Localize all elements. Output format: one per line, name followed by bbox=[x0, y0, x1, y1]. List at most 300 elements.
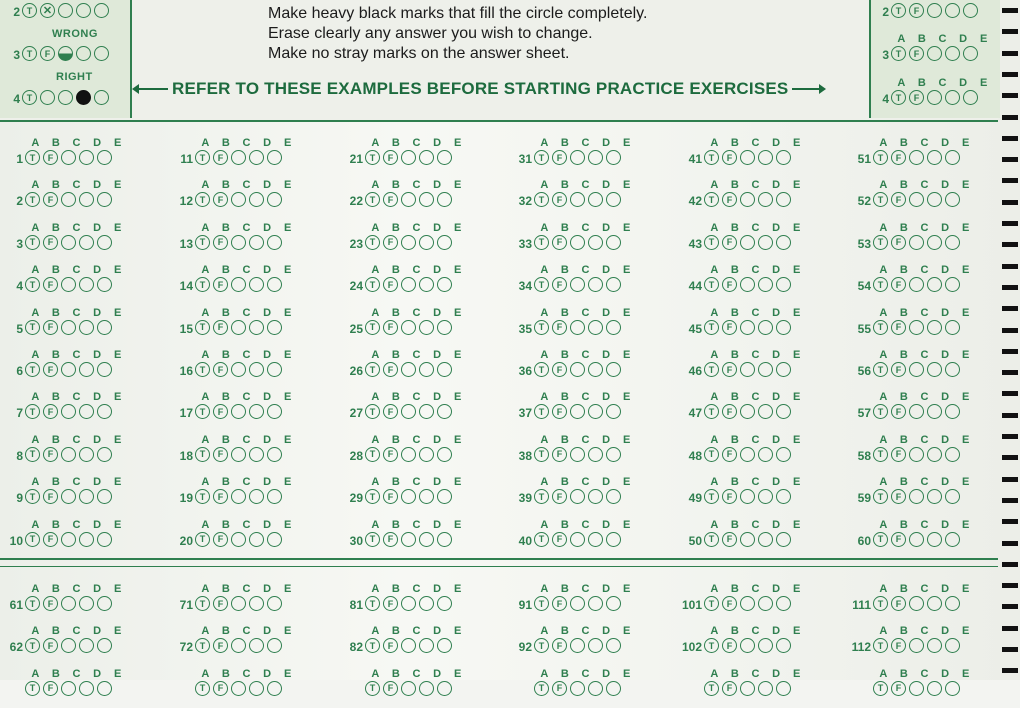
answer-bubble-d[interactable] bbox=[249, 532, 264, 547]
answer-bubble-e[interactable] bbox=[437, 638, 452, 653]
answer-bubble-c[interactable] bbox=[231, 681, 246, 696]
answer-bubble-b[interactable]: F bbox=[891, 192, 906, 207]
answer-bubble-c[interactable] bbox=[740, 489, 755, 504]
answer-bubble-d[interactable] bbox=[588, 150, 603, 165]
answer-bubble-c[interactable] bbox=[61, 596, 76, 611]
answer-bubble-d[interactable] bbox=[419, 362, 434, 377]
answer-bubble-c[interactable] bbox=[909, 404, 924, 419]
answer-bubble-c[interactable] bbox=[570, 532, 585, 547]
answer-bubble-a[interactable]: T bbox=[25, 681, 40, 696]
answer-bubble-b[interactable]: F bbox=[722, 489, 737, 504]
answer-bubble-c[interactable] bbox=[231, 596, 246, 611]
answer-bubble-e[interactable] bbox=[97, 596, 112, 611]
answer-bubble-e[interactable] bbox=[945, 532, 960, 547]
answer-bubble-e[interactable] bbox=[945, 277, 960, 292]
answer-bubble-b[interactable] bbox=[40, 3, 55, 18]
answer-bubble-a[interactable]: T bbox=[534, 362, 549, 377]
answer-bubble-c[interactable] bbox=[61, 404, 76, 419]
answer-bubble-d[interactable] bbox=[79, 150, 94, 165]
answer-bubble-d[interactable] bbox=[927, 681, 942, 696]
answer-bubble-b[interactable]: F bbox=[722, 596, 737, 611]
answer-bubble-a[interactable]: T bbox=[25, 277, 40, 292]
answer-bubble-a[interactable]: T bbox=[365, 192, 380, 207]
answer-bubble-d[interactable] bbox=[249, 320, 264, 335]
answer-bubble-a[interactable]: T bbox=[365, 596, 380, 611]
answer-bubble-e[interactable] bbox=[94, 90, 109, 105]
answer-bubble-b[interactable]: F bbox=[552, 447, 567, 462]
answer-bubble-b[interactable]: F bbox=[43, 235, 58, 250]
answer-bubble-c[interactable] bbox=[61, 362, 76, 377]
answer-bubble-c[interactable] bbox=[401, 532, 416, 547]
answer-bubble-a[interactable]: T bbox=[873, 235, 888, 250]
answer-bubble-c[interactable] bbox=[61, 489, 76, 504]
answer-bubble-e[interactable] bbox=[97, 681, 112, 696]
answer-bubble-b[interactable]: F bbox=[891, 532, 906, 547]
answer-bubble-b[interactable]: F bbox=[383, 150, 398, 165]
answer-bubble-a[interactable]: T bbox=[873, 362, 888, 377]
answer-bubble-d[interactable] bbox=[588, 362, 603, 377]
answer-bubble-c[interactable] bbox=[909, 235, 924, 250]
answer-bubble-d[interactable] bbox=[927, 320, 942, 335]
answer-bubble-d[interactable] bbox=[249, 362, 264, 377]
answer-bubble-a[interactable]: T bbox=[704, 320, 719, 335]
answer-bubble-d[interactable] bbox=[758, 362, 773, 377]
answer-bubble-e[interactable] bbox=[776, 150, 791, 165]
answer-bubble-c[interactable] bbox=[927, 90, 942, 105]
answer-bubble-e[interactable] bbox=[437, 404, 452, 419]
answer-bubble-c[interactable] bbox=[740, 235, 755, 250]
answer-bubble-a[interactable]: T bbox=[195, 320, 210, 335]
answer-bubble-d[interactable] bbox=[249, 596, 264, 611]
answer-bubble-a[interactable]: T bbox=[195, 532, 210, 547]
answer-bubble-b[interactable]: F bbox=[213, 150, 228, 165]
answer-bubble-d[interactable] bbox=[945, 90, 960, 105]
answer-bubble-e[interactable] bbox=[97, 404, 112, 419]
answer-bubble-a[interactable]: T bbox=[873, 320, 888, 335]
answer-bubble-b[interactable]: F bbox=[43, 277, 58, 292]
answer-bubble-e[interactable] bbox=[267, 404, 282, 419]
answer-bubble-e[interactable] bbox=[97, 235, 112, 250]
answer-bubble-d[interactable] bbox=[76, 90, 91, 105]
answer-bubble-b[interactable]: F bbox=[891, 320, 906, 335]
answer-bubble-b[interactable]: F bbox=[552, 681, 567, 696]
answer-bubble-a[interactable]: T bbox=[891, 46, 906, 61]
answer-bubble-c[interactable] bbox=[231, 277, 246, 292]
answer-bubble-d[interactable] bbox=[588, 192, 603, 207]
answer-bubble-c[interactable] bbox=[61, 320, 76, 335]
answer-bubble-d[interactable] bbox=[945, 3, 960, 18]
answer-bubble-a[interactable]: T bbox=[365, 532, 380, 547]
answer-bubble-b[interactable]: F bbox=[213, 532, 228, 547]
answer-bubble-d[interactable] bbox=[419, 192, 434, 207]
answer-bubble-d[interactable] bbox=[758, 277, 773, 292]
answer-bubble-e[interactable] bbox=[776, 362, 791, 377]
answer-bubble-d[interactable] bbox=[927, 277, 942, 292]
answer-bubble-b[interactable]: F bbox=[891, 362, 906, 377]
answer-bubble-d[interactable] bbox=[249, 489, 264, 504]
answer-bubble-b[interactable]: F bbox=[383, 638, 398, 653]
answer-bubble-d[interactable] bbox=[588, 447, 603, 462]
answer-bubble-a[interactable]: T bbox=[195, 404, 210, 419]
answer-bubble-e[interactable] bbox=[606, 235, 621, 250]
answer-bubble-d[interactable] bbox=[76, 3, 91, 18]
answer-bubble-d[interactable] bbox=[927, 150, 942, 165]
answer-bubble-b[interactable]: F bbox=[552, 320, 567, 335]
answer-bubble-b[interactable]: F bbox=[383, 532, 398, 547]
answer-bubble-c[interactable] bbox=[740, 192, 755, 207]
answer-bubble-b[interactable]: F bbox=[552, 235, 567, 250]
answer-bubble-d[interactable] bbox=[79, 532, 94, 547]
answer-bubble-e[interactable] bbox=[267, 277, 282, 292]
answer-bubble-d[interactable] bbox=[419, 277, 434, 292]
answer-bubble-b[interactable]: F bbox=[213, 277, 228, 292]
answer-bubble-e[interactable] bbox=[945, 235, 960, 250]
answer-bubble-e[interactable] bbox=[776, 192, 791, 207]
answer-bubble-e[interactable] bbox=[945, 362, 960, 377]
answer-bubble-d[interactable] bbox=[927, 192, 942, 207]
answer-bubble-d[interactable] bbox=[758, 681, 773, 696]
answer-bubble-b[interactable]: F bbox=[891, 638, 906, 653]
answer-bubble-c[interactable] bbox=[231, 362, 246, 377]
answer-bubble-e[interactable] bbox=[606, 362, 621, 377]
answer-bubble-d[interactable] bbox=[419, 638, 434, 653]
answer-bubble-a[interactable]: T bbox=[25, 192, 40, 207]
answer-bubble-e[interactable] bbox=[963, 3, 978, 18]
answer-bubble-a[interactable]: T bbox=[891, 90, 906, 105]
answer-bubble-d[interactable] bbox=[758, 596, 773, 611]
answer-bubble-a[interactable]: T bbox=[873, 596, 888, 611]
answer-bubble-b[interactable]: F bbox=[909, 3, 924, 18]
answer-bubble-e[interactable] bbox=[963, 90, 978, 105]
answer-bubble-e[interactable] bbox=[97, 277, 112, 292]
answer-bubble-a[interactable]: T bbox=[704, 681, 719, 696]
answer-bubble-a[interactable]: T bbox=[704, 532, 719, 547]
answer-bubble-b[interactable]: F bbox=[552, 489, 567, 504]
answer-bubble-b[interactable]: F bbox=[552, 532, 567, 547]
answer-bubble-a[interactable]: T bbox=[704, 362, 719, 377]
answer-bubble-b[interactable]: F bbox=[722, 235, 737, 250]
answer-bubble-c[interactable] bbox=[58, 3, 73, 18]
answer-bubble-b[interactable]: F bbox=[43, 362, 58, 377]
answer-bubble-c[interactable] bbox=[927, 3, 942, 18]
answer-bubble-c[interactable] bbox=[231, 150, 246, 165]
answer-bubble-b[interactable]: F bbox=[909, 46, 924, 61]
answer-bubble-a[interactable]: T bbox=[534, 404, 549, 419]
answer-bubble-e[interactable] bbox=[606, 532, 621, 547]
answer-bubble-e[interactable] bbox=[945, 404, 960, 419]
answer-bubble-d[interactable] bbox=[588, 320, 603, 335]
answer-bubble-a[interactable]: T bbox=[873, 277, 888, 292]
answer-bubble-e[interactable] bbox=[606, 320, 621, 335]
answer-bubble-c[interactable] bbox=[401, 596, 416, 611]
answer-bubble-e[interactable] bbox=[94, 46, 109, 61]
answer-bubble-a[interactable]: T bbox=[195, 489, 210, 504]
answer-bubble-a[interactable]: T bbox=[704, 404, 719, 419]
answer-bubble-d[interactable] bbox=[79, 362, 94, 377]
answer-bubble-b[interactable]: F bbox=[213, 362, 228, 377]
answer-bubble-d[interactable] bbox=[79, 447, 94, 462]
answer-bubble-b[interactable]: F bbox=[213, 404, 228, 419]
answer-bubble-e[interactable] bbox=[267, 532, 282, 547]
answer-bubble-a[interactable]: T bbox=[22, 3, 37, 18]
answer-bubble-d[interactable] bbox=[249, 277, 264, 292]
answer-bubble-c[interactable] bbox=[570, 447, 585, 462]
answer-bubble-a[interactable]: T bbox=[534, 532, 549, 547]
answer-bubble-e[interactable] bbox=[267, 150, 282, 165]
answer-bubble-e[interactable] bbox=[606, 681, 621, 696]
answer-bubble-a[interactable]: T bbox=[22, 90, 37, 105]
answer-bubble-e[interactable] bbox=[776, 320, 791, 335]
answer-bubble-a[interactable]: T bbox=[873, 681, 888, 696]
answer-bubble-e[interactable] bbox=[97, 150, 112, 165]
answer-bubble-e[interactable] bbox=[606, 192, 621, 207]
answer-bubble-e[interactable] bbox=[97, 447, 112, 462]
answer-bubble-e[interactable] bbox=[437, 681, 452, 696]
answer-bubble-b[interactable]: F bbox=[383, 596, 398, 611]
answer-bubble-d[interactable] bbox=[927, 596, 942, 611]
answer-bubble-b[interactable]: F bbox=[722, 150, 737, 165]
answer-bubble-e[interactable] bbox=[267, 596, 282, 611]
answer-bubble-e[interactable] bbox=[776, 404, 791, 419]
answer-bubble-d[interactable] bbox=[927, 235, 942, 250]
answer-bubble-d[interactable] bbox=[249, 447, 264, 462]
answer-bubble-a[interactable]: T bbox=[704, 235, 719, 250]
answer-bubble-b[interactable]: F bbox=[891, 596, 906, 611]
answer-bubble-e[interactable] bbox=[437, 362, 452, 377]
answer-bubble-c[interactable] bbox=[61, 277, 76, 292]
answer-bubble-e[interactable] bbox=[267, 681, 282, 696]
answer-bubble-c[interactable] bbox=[740, 532, 755, 547]
answer-bubble-d[interactable] bbox=[419, 447, 434, 462]
answer-bubble-e[interactable] bbox=[437, 277, 452, 292]
answer-bubble-d[interactable] bbox=[79, 596, 94, 611]
answer-bubble-d[interactable] bbox=[249, 192, 264, 207]
answer-bubble-c[interactable] bbox=[231, 320, 246, 335]
answer-bubble-e[interactable] bbox=[776, 532, 791, 547]
answer-bubble-e[interactable] bbox=[437, 596, 452, 611]
answer-bubble-a[interactable]: T bbox=[25, 638, 40, 653]
answer-bubble-c[interactable] bbox=[61, 532, 76, 547]
answer-bubble-a[interactable]: T bbox=[704, 277, 719, 292]
answer-bubble-c[interactable] bbox=[61, 681, 76, 696]
answer-bubble-b[interactable]: F bbox=[722, 192, 737, 207]
answer-bubble-b[interactable]: F bbox=[213, 638, 228, 653]
answer-bubble-e[interactable] bbox=[94, 3, 109, 18]
answer-bubble-c[interactable] bbox=[740, 404, 755, 419]
answer-bubble-b[interactable]: F bbox=[43, 489, 58, 504]
answer-bubble-b[interactable]: F bbox=[891, 277, 906, 292]
answer-bubble-e[interactable] bbox=[945, 447, 960, 462]
answer-bubble-c[interactable] bbox=[740, 150, 755, 165]
answer-bubble-c[interactable] bbox=[740, 638, 755, 653]
answer-bubble-b[interactable]: F bbox=[213, 320, 228, 335]
answer-bubble-b[interactable]: F bbox=[213, 192, 228, 207]
answer-bubble-c[interactable] bbox=[909, 532, 924, 547]
answer-bubble-a[interactable]: T bbox=[534, 489, 549, 504]
answer-bubble-b[interactable]: F bbox=[383, 192, 398, 207]
answer-bubble-a[interactable]: T bbox=[195, 277, 210, 292]
answer-bubble-c[interactable] bbox=[401, 150, 416, 165]
answer-bubble-d[interactable] bbox=[927, 404, 942, 419]
answer-bubble-b[interactable]: F bbox=[722, 362, 737, 377]
answer-bubble-e[interactable] bbox=[97, 320, 112, 335]
answer-bubble-d[interactable] bbox=[758, 235, 773, 250]
answer-bubble-b[interactable]: F bbox=[383, 489, 398, 504]
answer-bubble-b[interactable]: F bbox=[383, 404, 398, 419]
answer-bubble-b[interactable]: F bbox=[213, 235, 228, 250]
answer-bubble-b[interactable]: F bbox=[722, 532, 737, 547]
answer-bubble-b[interactable]: F bbox=[722, 320, 737, 335]
answer-bubble-b[interactable]: F bbox=[552, 638, 567, 653]
answer-bubble-a[interactable]: T bbox=[534, 277, 549, 292]
answer-bubble-e[interactable] bbox=[606, 277, 621, 292]
answer-bubble-c[interactable] bbox=[401, 235, 416, 250]
answer-bubble-c[interactable] bbox=[909, 596, 924, 611]
answer-bubble-d[interactable] bbox=[419, 532, 434, 547]
answer-bubble-c[interactable] bbox=[58, 46, 73, 61]
answer-bubble-b[interactable]: F bbox=[213, 447, 228, 462]
answer-bubble-c[interactable] bbox=[401, 489, 416, 504]
answer-bubble-b[interactable]: F bbox=[213, 489, 228, 504]
answer-bubble-e[interactable] bbox=[776, 638, 791, 653]
answer-bubble-c[interactable] bbox=[909, 362, 924, 377]
answer-bubble-d[interactable] bbox=[79, 235, 94, 250]
answer-bubble-c[interactable] bbox=[401, 447, 416, 462]
answer-bubble-c[interactable] bbox=[231, 532, 246, 547]
answer-bubble-e[interactable] bbox=[606, 596, 621, 611]
answer-bubble-c[interactable] bbox=[570, 489, 585, 504]
answer-bubble-d[interactable] bbox=[419, 596, 434, 611]
answer-bubble-d[interactable] bbox=[79, 681, 94, 696]
answer-bubble-e[interactable] bbox=[267, 638, 282, 653]
answer-bubble-c[interactable] bbox=[61, 447, 76, 462]
answer-bubble-b[interactable]: F bbox=[891, 681, 906, 696]
answer-bubble-a[interactable]: T bbox=[534, 596, 549, 611]
answer-bubble-c[interactable] bbox=[61, 638, 76, 653]
answer-bubble-b[interactable]: F bbox=[40, 46, 55, 61]
answer-bubble-c[interactable] bbox=[58, 90, 73, 105]
answer-bubble-e[interactable] bbox=[606, 447, 621, 462]
answer-bubble-e[interactable] bbox=[945, 596, 960, 611]
answer-bubble-d[interactable] bbox=[588, 489, 603, 504]
answer-bubble-d[interactable] bbox=[758, 404, 773, 419]
answer-bubble-e[interactable] bbox=[97, 532, 112, 547]
answer-bubble-c[interactable] bbox=[570, 320, 585, 335]
answer-bubble-d[interactable] bbox=[419, 489, 434, 504]
answer-bubble-b[interactable]: F bbox=[43, 320, 58, 335]
answer-bubble-d[interactable] bbox=[249, 404, 264, 419]
answer-bubble-c[interactable] bbox=[909, 320, 924, 335]
answer-bubble-c[interactable] bbox=[927, 46, 942, 61]
answer-bubble-b[interactable]: F bbox=[722, 447, 737, 462]
answer-bubble-b[interactable]: F bbox=[383, 235, 398, 250]
answer-bubble-a[interactable]: T bbox=[704, 447, 719, 462]
answer-bubble-d[interactable] bbox=[249, 150, 264, 165]
answer-bubble-d[interactable] bbox=[419, 320, 434, 335]
answer-bubble-e[interactable] bbox=[963, 46, 978, 61]
answer-bubble-b[interactable]: F bbox=[891, 447, 906, 462]
answer-bubble-c[interactable] bbox=[740, 596, 755, 611]
answer-bubble-d[interactable] bbox=[758, 192, 773, 207]
answer-bubble-c[interactable] bbox=[740, 277, 755, 292]
answer-bubble-a[interactable]: T bbox=[25, 150, 40, 165]
answer-bubble-c[interactable] bbox=[401, 277, 416, 292]
answer-bubble-a[interactable]: T bbox=[873, 150, 888, 165]
answer-bubble-b[interactable]: F bbox=[43, 192, 58, 207]
answer-bubble-c[interactable] bbox=[909, 150, 924, 165]
answer-bubble-a[interactable]: T bbox=[195, 150, 210, 165]
answer-bubble-c[interactable] bbox=[570, 681, 585, 696]
answer-bubble-a[interactable]: T bbox=[195, 192, 210, 207]
answer-bubble-c[interactable] bbox=[909, 447, 924, 462]
answer-bubble-c[interactable] bbox=[909, 277, 924, 292]
answer-bubble-a[interactable]: T bbox=[365, 150, 380, 165]
answer-bubble-c[interactable] bbox=[231, 447, 246, 462]
answer-bubble-d[interactable] bbox=[758, 489, 773, 504]
answer-bubble-b[interactable]: F bbox=[722, 638, 737, 653]
answer-bubble-a[interactable]: T bbox=[25, 362, 40, 377]
answer-bubble-b[interactable]: F bbox=[43, 404, 58, 419]
answer-bubble-c[interactable] bbox=[909, 192, 924, 207]
answer-bubble-b[interactable]: F bbox=[43, 150, 58, 165]
answer-bubble-d[interactable] bbox=[79, 404, 94, 419]
answer-bubble-b[interactable]: F bbox=[891, 489, 906, 504]
answer-bubble-a[interactable]: T bbox=[534, 235, 549, 250]
answer-bubble-c[interactable] bbox=[570, 235, 585, 250]
answer-bubble-e[interactable] bbox=[945, 681, 960, 696]
answer-bubble-a[interactable]: T bbox=[195, 638, 210, 653]
answer-bubble-a[interactable]: T bbox=[534, 638, 549, 653]
answer-bubble-a[interactable]: T bbox=[873, 532, 888, 547]
answer-bubble-c[interactable] bbox=[61, 235, 76, 250]
answer-bubble-d[interactable] bbox=[249, 681, 264, 696]
answer-bubble-a[interactable]: T bbox=[25, 532, 40, 547]
answer-bubble-b[interactable]: F bbox=[383, 277, 398, 292]
answer-bubble-e[interactable] bbox=[437, 489, 452, 504]
answer-bubble-e[interactable] bbox=[437, 150, 452, 165]
answer-bubble-a[interactable]: T bbox=[873, 489, 888, 504]
answer-bubble-a[interactable]: T bbox=[873, 447, 888, 462]
answer-bubble-a[interactable]: T bbox=[25, 596, 40, 611]
answer-bubble-d[interactable] bbox=[79, 320, 94, 335]
answer-bubble-c[interactable] bbox=[401, 362, 416, 377]
answer-bubble-c[interactable] bbox=[740, 681, 755, 696]
answer-bubble-a[interactable]: T bbox=[195, 681, 210, 696]
answer-bubble-a[interactable]: T bbox=[22, 46, 37, 61]
answer-bubble-c[interactable] bbox=[401, 638, 416, 653]
answer-bubble-e[interactable] bbox=[776, 489, 791, 504]
answer-bubble-a[interactable]: T bbox=[25, 235, 40, 250]
answer-bubble-a[interactable]: T bbox=[534, 681, 549, 696]
answer-bubble-c[interactable] bbox=[570, 404, 585, 419]
answer-bubble-b[interactable]: F bbox=[43, 596, 58, 611]
answer-bubble-e[interactable] bbox=[437, 320, 452, 335]
answer-bubble-c[interactable] bbox=[231, 192, 246, 207]
answer-bubble-b[interactable]: F bbox=[552, 596, 567, 611]
answer-bubble-e[interactable] bbox=[945, 320, 960, 335]
answer-bubble-a[interactable]: T bbox=[873, 638, 888, 653]
answer-bubble-c[interactable] bbox=[61, 150, 76, 165]
answer-bubble-e[interactable] bbox=[606, 489, 621, 504]
answer-bubble-b[interactable]: F bbox=[722, 277, 737, 292]
answer-bubble-e[interactable] bbox=[97, 638, 112, 653]
answer-bubble-a[interactable]: T bbox=[195, 362, 210, 377]
answer-bubble-e[interactable] bbox=[776, 681, 791, 696]
answer-bubble-e[interactable] bbox=[267, 192, 282, 207]
answer-bubble-d[interactable] bbox=[79, 192, 94, 207]
answer-bubble-b[interactable]: F bbox=[43, 532, 58, 547]
answer-bubble-b[interactable]: F bbox=[383, 320, 398, 335]
